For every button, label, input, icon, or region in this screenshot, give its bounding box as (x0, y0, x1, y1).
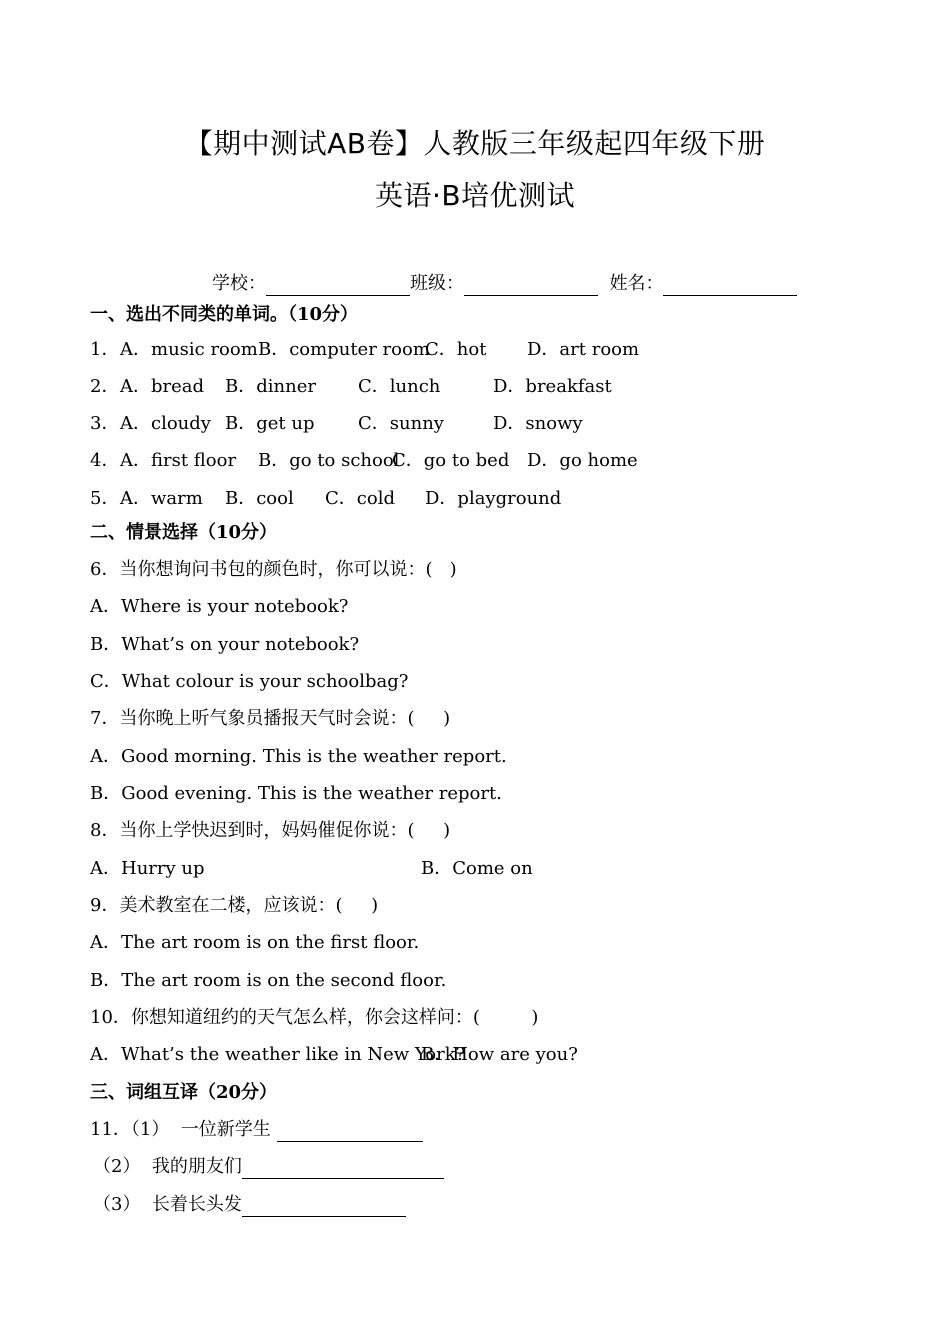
question-11-2 (93, 1155, 444, 1179)
info-row (212, 272, 797, 296)
q6-option-c: C．What colour is your schoolbag? (90, 671, 409, 692)
q6-option-a: A．Where is your notebook? (90, 596, 349, 617)
section1-heading: 一、选出不同类的单词。（10分） (90, 304, 359, 325)
option-a: A．first floor (120, 450, 237, 471)
option-c: C．sunny (358, 413, 444, 434)
q10-option-b: B．How are you? (421, 1044, 578, 1065)
option-b: B．computer room (258, 339, 430, 360)
option-c: C．cold (325, 488, 395, 509)
school-blank[interactable] (266, 277, 410, 296)
question-11-1 (90, 1118, 423, 1142)
q-num: 5． (90, 488, 120, 509)
option-a: A．cloudy (120, 413, 211, 434)
option-b: B．cool (225, 488, 294, 509)
question-6: 6．当你想询问书包的颜色时，你可以说：( ) (90, 559, 457, 580)
name-label: 姓名： (609, 273, 664, 294)
q8-option-b: B．Come on (421, 858, 533, 879)
q6-option-b: B．What’s on your notebook? (90, 634, 360, 655)
q11-2-text: （2） 我的朋友们 (93, 1156, 242, 1177)
q-num: 1． (90, 339, 120, 360)
q7-option-a: A．Good morning. This is the weather report. (90, 746, 507, 767)
answer-blank[interactable] (242, 1198, 406, 1217)
section2-heading: 二、情景选择（10分） (90, 522, 278, 543)
answer-blank[interactable] (242, 1160, 444, 1179)
option-d: D．go home (527, 450, 638, 471)
option-b: B．go to school (258, 450, 400, 471)
option-b: B．get up (225, 413, 315, 434)
option-c: C．go to bed (392, 450, 510, 471)
option-d: D．art room (527, 339, 640, 360)
q9-option-a: A．The art room is on the first floor. (90, 932, 420, 953)
q10-option-a: A．What’s the weather like in New York? (90, 1044, 466, 1065)
question-9: 9．美术教室在二楼，应该说：( ) (90, 895, 379, 916)
class-blank[interactable] (464, 277, 598, 296)
option-c: C．lunch (358, 376, 441, 397)
q8-option-a: A．Hurry up (90, 858, 205, 879)
option-d: D．snowy (493, 413, 583, 434)
q9-option-b: B．The art room is on the second floor. (90, 970, 447, 991)
option-d: D．breakfast (493, 376, 612, 397)
question-8: 8．当你上学快迟到时，妈妈催促你说：( ) (90, 820, 451, 841)
school-label: 学校： (212, 273, 266, 294)
question-7: 7．当你晚上听气象员播报天气时会说：( ) (90, 708, 451, 729)
q7-option-b: B．Good evening. This is the weather report. (90, 783, 502, 804)
option-b: B．dinner (225, 376, 316, 397)
q11-1-text: 11．（1） 一位新学生 (90, 1119, 271, 1140)
option-d: D．playground (425, 488, 562, 509)
name-blank[interactable] (663, 277, 797, 296)
q-num: 3． (90, 413, 120, 434)
option-c: C．hot (425, 339, 487, 360)
q-num: 4． (90, 450, 120, 471)
answer-blank[interactable] (277, 1123, 423, 1142)
section3-heading: 三、词组互译（20分） (90, 1082, 278, 1103)
question-11-3 (93, 1193, 406, 1217)
option-a: A．warm (120, 488, 203, 509)
title-line-2: 英语·B培优测试 (374, 179, 576, 212)
q-num: 2． (90, 376, 120, 397)
q11-3-text: （3） 长着长头发 (93, 1194, 242, 1215)
question-10: 10．你想知道纽约的天气怎么样，你会这样问：( ) (90, 1007, 539, 1028)
option-a: A．music room (120, 339, 258, 360)
class-label: 班级： (410, 273, 464, 294)
title-line-1: 【期中测试AB卷】人教版三年级起四年级下册 (184, 127, 766, 160)
option-a: A．bread (120, 376, 205, 397)
